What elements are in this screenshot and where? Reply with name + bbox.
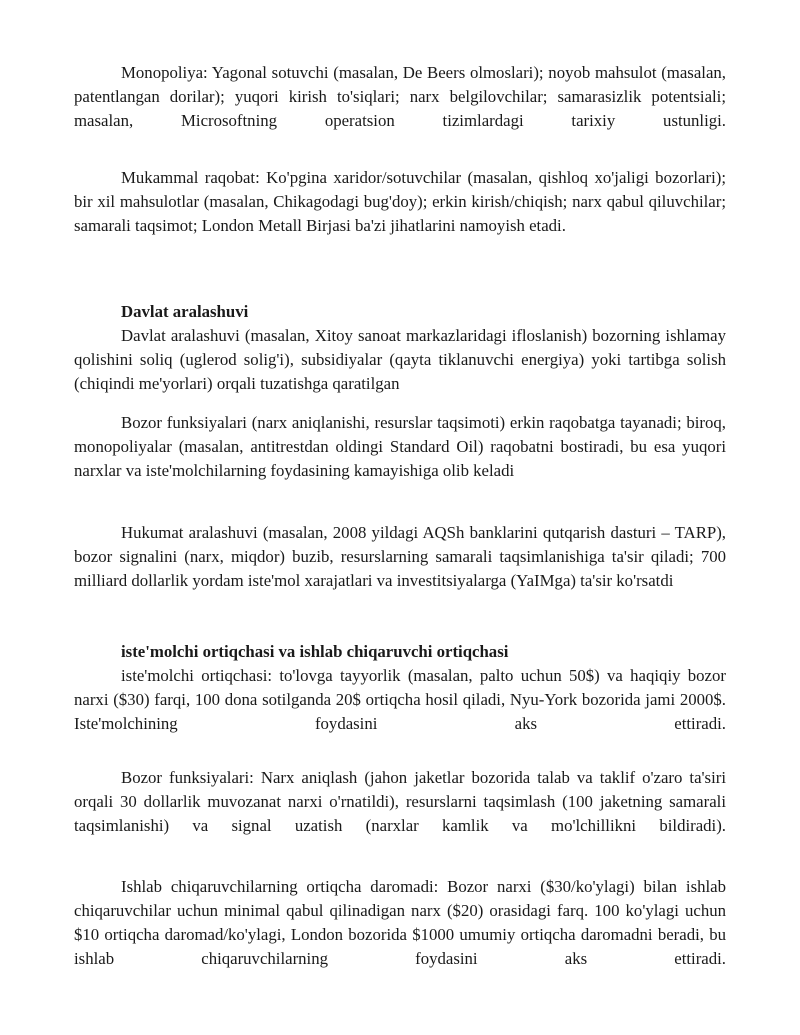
producer-surplus-paragraph: Ishlab chiqaruvchilarning ortiqcha daromadi: Bozor narxi ($30/ko'ylagi) bilan ishlab chiqaruvchilar uchun minimal qabul qilinadigan narx ($20) orasidagi farq. 100 ko'ylagi uchun $10 ortiqcha daromad/ko'ylagi, London bozorida $1000 umumiy ortiqcha daromadni beradi, bu ishlab chiqaruvchilarning foydasini aks ettiradi.: [74, 877, 726, 968]
government-heading: Davlat aralashuvi: [121, 302, 249, 321]
market-functions-paragraph-1: Bozor funksiyalari (narx aniqlanishi, resurslar taqsimoti) erkin raqobatga tayanadi; biroq, monopoliyalar (masalan, antitrestdan oldingi Standard Oil) raqobatni bostiradi, bu esa yuqori narxlar va iste'molchilarning foydasining kamayishiga olib keladi: [74, 413, 726, 480]
market-functions-section-1: [74, 411, 726, 483]
monopoly-paragraph: Monopoliya: Yagonal sotuvchi (masalan, De Beers olmoslari); noyob mahsulot (masalan, patentlangan dorilar); yuqori kirish to'siqlari; narx belgilovchilar; samarasizlik potentsiali; masalan, Microsoftning operatsion tizimlardagi tarixiy ustunligi.: [74, 63, 726, 130]
surplus-heading: iste'molchi ortiqchasi va ishlab chiqaruvchi ortiqchasi: [121, 642, 509, 661]
government-paragraph-2: Hukumat aralashuvi (masalan, 2008 yildagi AQSh banklarini qutqarish dasturi – TARP), bozor signalini (narx, miqdor) buzib, resurslarning samarali taqsimlanishiga ta'sir qiladi; 700 milliard dollarlik yordam iste'mol xarajatlari va investitsiyalarga (YaIMga) ta'sir ko'rsatdi: [74, 523, 726, 590]
perfect-competition-section: [74, 166, 726, 238]
consumer-surplus-paragraph: iste'molchi ortiqchasi: to'lovga tayyorlik (masalan, palto uchun 50$) va haqiqiy bozor narxi ($30) farqi, 100 dona sotilganda 20$ ortiqcha hosil qiladi, Nyu-York bozorida jami 2000$. Iste'molchining foydasini aks ettiradi.: [74, 666, 726, 733]
government-section-2: [74, 521, 726, 593]
government-section: [74, 300, 726, 396]
producer-surplus-section: [74, 875, 726, 971]
surplus-section: [74, 640, 726, 736]
market-functions-section-2: [74, 766, 726, 838]
market-functions-paragraph-2: Bozor funksiyalari: Narx aniqlash (jahon jaketlar bozorida talab va taklif o'zaro ta'siri orqali 30 dollarlik muvozanat narxi o'rnatildi), resurslarni taqsimlash (100 jaketning samarali taqsimlanishi) va signal uzatish (narxlar kamlik va mo'lchillikni bildiradi).: [74, 768, 726, 835]
government-paragraph-1: Davlat aralashuvi (masalan, Xitoy sanoat markazlaridagi ifloslanish) bozorning ishlamay qolishini soliq (uglerod solig'i), subsidiyalar (qayta tiklanuvchi energiya) yoki tartibga solish (chiqindi me'yorlari) orqali tuzatishga qaratilgan: [74, 326, 726, 393]
perfect-competition-paragraph: Mukammal raqobat: Ko'pgina xaridor/sotuvchilar (masalan, qishloq xo'jaligi bozorlari); bir xil mahsulotlar (masalan, Chikagodagi bug'doy); erkin kirish/chiqish; narx qabul qiluvchilar; samarali taqsimot; London Metall Birjasi ba'zi jihatlarini namoyish etadi.: [74, 168, 726, 235]
monopoly-section: [74, 61, 726, 133]
